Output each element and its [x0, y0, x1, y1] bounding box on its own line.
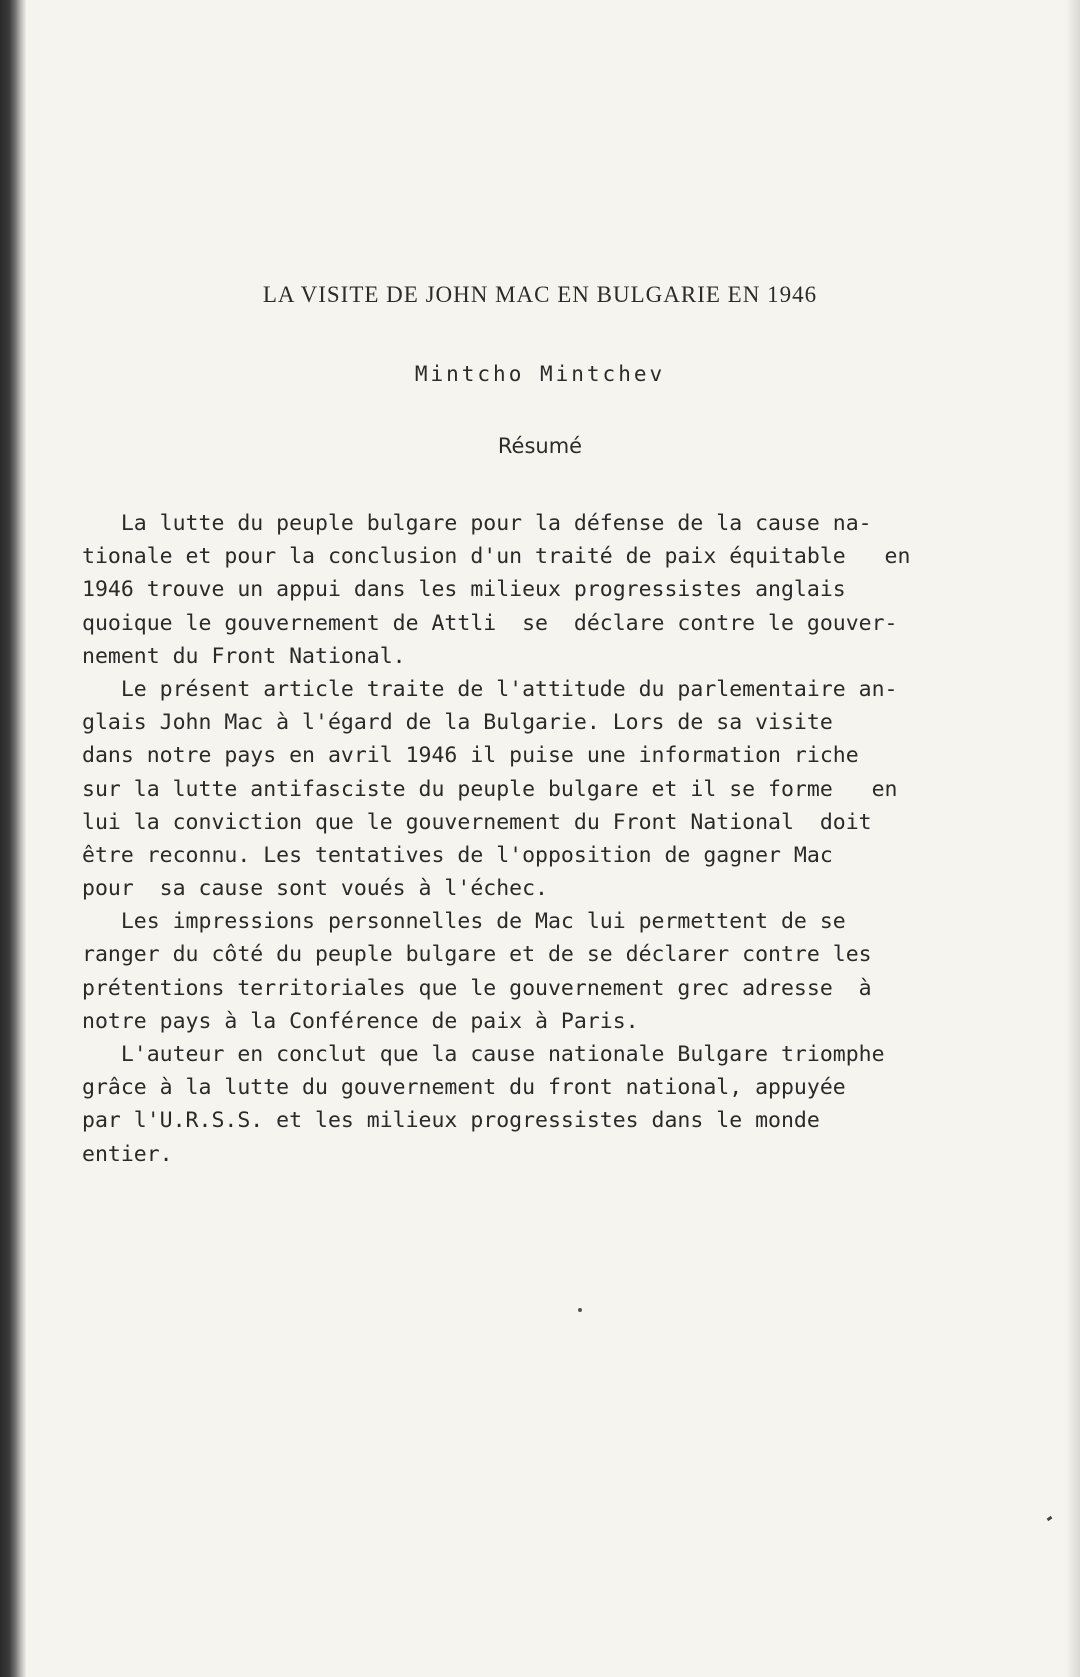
text-line: ranger du côté du peuple bulgare et de se déclarer contre les: [82, 942, 872, 968]
text-line: notre pays à la Conférence de paix à Paris.: [82, 1008, 639, 1034]
text-line: prétentions territoriales que le gouvernement grec adresse à: [82, 975, 872, 1001]
article-title: LA VISITE DE JOHN MAC EN BULGARIE EN 1946: [262, 282, 818, 307]
text-line: sur la lutte antifasciste du peuple bulgare et il se forme en: [82, 776, 898, 802]
binding-shadow: [0, 0, 26, 1677]
text-line: être reconnu. Les tentatives de l'opposition de gagner Mac: [82, 842, 833, 868]
text-line: pour sa cause sont voués à l'échec.: [82, 876, 548, 902]
article-author: Mintcho Mintchev: [414, 362, 666, 386]
text-line: quoique le gouvernement de Attli se déclare contre le gouver-: [82, 610, 898, 636]
text-line: dans notre pays en avril 1946 il puise une information riche: [82, 743, 859, 769]
text-line: 1946 trouve un appui dans les milieux progressistes anglais: [82, 577, 846, 603]
text-line: glais John Mac à l'égard de la Bulgarie. Lors de sa visite: [82, 710, 833, 736]
text-line: par l'U.R.S.S. et les milieux progressistes dans le monde: [82, 1108, 820, 1134]
page-edge-shade: [1066, 0, 1080, 1677]
page-mark: [578, 1308, 582, 1312]
text-line: tionale et pour la conclusion d'un traité de paix équitable en: [82, 544, 911, 570]
text-line: lui la conviction que le gouvernement du Front National doit: [82, 809, 872, 835]
text-line: Les impressions personnelles de Mac lui permettent de se: [82, 909, 846, 935]
text-line: entier.: [82, 1141, 173, 1167]
text-line: La lutte du peuple bulgare pour la défense de la cause na-: [82, 511, 872, 536]
text-line: nement du Front National.: [82, 643, 406, 669]
text-line: grâce à la lutte du gouvernement du front national, appuyée: [82, 1075, 846, 1101]
page-speck: [1047, 1516, 1053, 1521]
abstract-body: [82, 507, 1002, 1171]
section-heading: Résumé: [497, 434, 583, 458]
text-line: Le présent article traite de l'attitude du parlementaire an-: [82, 676, 898, 702]
text-line: L'auteur en conclut que la cause nationale Bulgare triomphe: [82, 1042, 885, 1067]
